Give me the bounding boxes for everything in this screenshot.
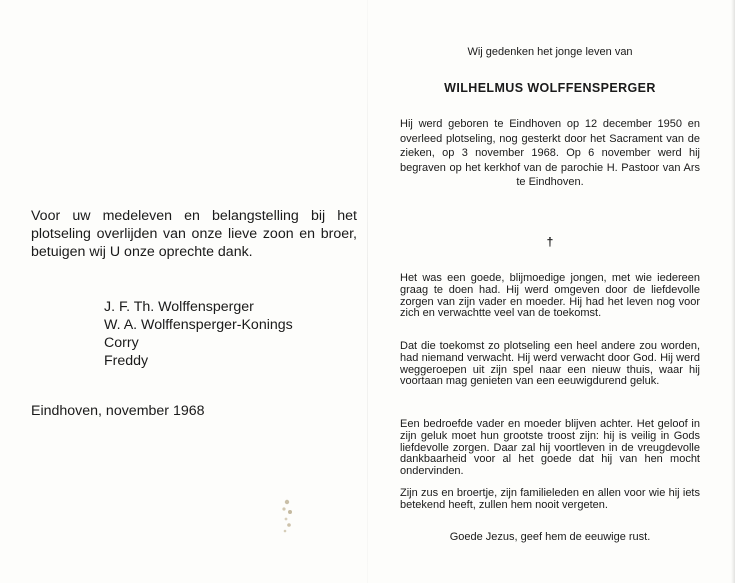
signer-name: Freddy (104, 353, 149, 369)
signer-name: W. A. Wolffensperger-Konings (104, 317, 293, 333)
memorial-paragraph: Het was een goede, blijmoedige jongen, met wie iedereen graag te doen had. Hij werd omgeven door de liefdevolle zorgen van zijn vader en moeder. Hij had het leven nog voor zich en verwachtte veel van de toekomst. (400, 272, 700, 320)
biography: Hij werd geboren te Eindhoven op 12 december 1950 en overleed plotseling, nog gesterkt door het Sacrament van de zieken, op 3 november 1968. Op 6 november werd hij begraven op het kerkhof van de parochie H. Pastoor van Ars te Eindhoven. (400, 118, 700, 189)
intro-line: Wij gedenken het jonge leven van (467, 46, 633, 58)
signer-name: Corry (104, 335, 139, 351)
memorial-paragraph: Zijn zus en broertje, zijn familieleden en allen voor wie hij iets betekend heeft, zullen hem nooit vergeten. (400, 487, 700, 511)
card-edge-shadow (731, 0, 735, 583)
thanks-message: Voor uw medeleven en belangstelling bij het plotseling overlijden van onze lieve zoon en broer, betuigen wij U onze oprechte dank. (31, 208, 357, 260)
place-date: Eindhoven, november 1968 (31, 403, 205, 419)
closing-prayer: Goede Jezus, geef hem de eeuwige rust. (449, 531, 651, 543)
signers-list (104, 298, 354, 370)
cross-icon: † (546, 235, 554, 249)
signer-name: J. F. Th. Wolffensperger (104, 299, 254, 315)
memorial-paragraph: Een bedroefde vader en moeder blijven achter. Het geloof in zijn geluk moet hun grootste troost zijn: hij is veilig in Gods liefdevolle zorgen. Daar zal hij voortleven in de vreugdevolle dankbaarheid voor al het goede dat hij van hen mocht ondervinden. (400, 418, 700, 478)
paper-stain-icon (276, 497, 298, 537)
deceased-name: WILHELMUS WOLFFENSPERGER (444, 81, 656, 95)
card-fold (367, 0, 368, 583)
memorial-paragraph: Dat die toekomst zo plotseling een heel andere zou worden, had niemand verwacht. Hij werd verwacht door God. Hij werd weggeroepen uit zijn spel naar een nieuw thuis, waar hij voortaan mag genieten van een eeuwigdurend geluk. (400, 340, 700, 388)
